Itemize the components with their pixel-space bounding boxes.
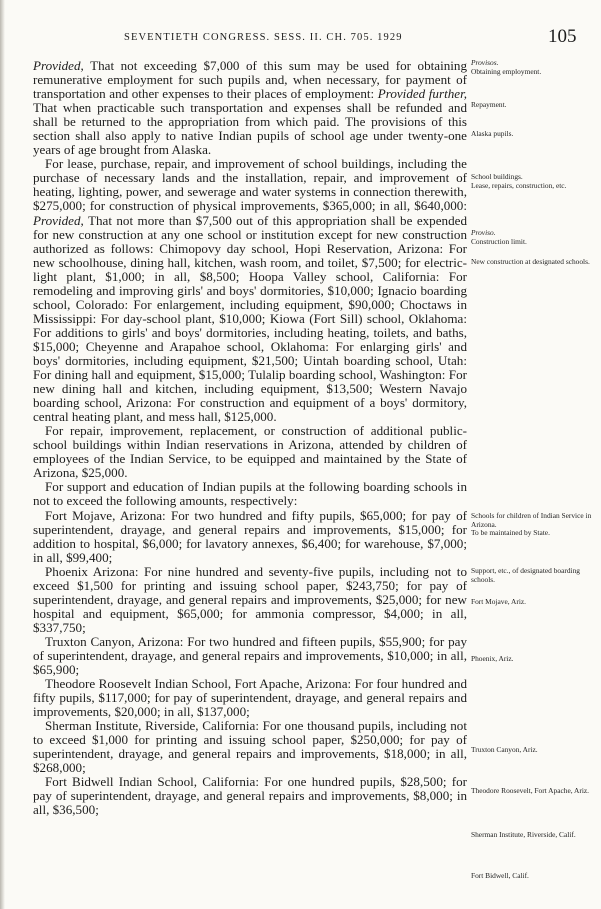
text-segment: Truxton Canyon, Arizona: For two hundred and fifteen pupils, $55,900; for pay of superintendent, drayage, and general repairs and improvements, $10,000; in all, $65,900; [33,633,467,678]
sidenote-phoenix [471,655,597,664]
italic-proviso-text: Provided, [33,212,84,228]
sidenote-line: To be maintained by State. [471,528,550,538]
paragraph-theodore-roosevelt [33,677,467,719]
paragraph-truxton-canyon [33,635,467,677]
text-segment: For lease, purchase, repair, and improvement of school buildings, including the purchase of necessary lands and the installation, repair, and improvement of heating, lighting, power, and sewerage and water systems in connection therewith, $275,000; for construction of physical improvements, $365,000; in all, $640,000: [33,156,467,214]
sidenote-truxton-canyon [471,746,597,755]
sidenote-sherman [471,831,597,840]
paragraph-phoenix [33,565,467,635]
sidenote-school-buildings [471,173,597,190]
text-segment: For repair, improvement, replacement, or construction of additional public-school buildings within Indian reservations in Arizona, attended by children of employees of the Indian Service, to be equipped and maintained by the State of Arizona, $25,000. [33,423,467,481]
text-segment: Fort Bidwell Indian School, California: For one hundred pupils, $28,500; for pay of superintendent, drayage, and general repairs and improvements, $8,000; in all, $36,500; [33,774,467,818]
text-segment: Fort Mojave, Arizona: For two hundred and fifty pupils, $65,000; for pay of superintendent, drayage, and general repairs and improvements, $15,000; for addition to hospital, $6,000; for lavatory annexes, $6,400; for warehouse, $7,000; in all, $99,400; [33,507,467,565]
running-header [0,26,601,50]
paragraph-arizona-public-schools [33,424,467,480]
sidenote-alaska-pupils [471,130,597,139]
sidenote-provisos [471,59,597,76]
paragraph-school-buildings [33,157,467,424]
sidenote-support [471,567,597,584]
sidenote-line: Obtaining employment. [471,66,542,76]
page-number: 105 [548,26,577,47]
sidenote-line: Lease, repairs, construction, etc. [471,180,567,190]
sidenote-fort-bidwell [471,872,597,881]
text-segment: Sherman Institute, Riverside, California: For one thousand pupils, including not to exceed $1,000 for printing and issuing school paper, $250,000; for pay of superintendent, drayage, and general repairs and improvements, $18,000; in all, $268,000; [33,718,467,776]
text-segment: For support and education of Indian pupils at the following boarding schools in not to exceed the following amounts, respectively: [33,479,467,509]
paragraph-fort-mojave [33,509,467,565]
sidenote-line: Fort Bidwell, Calif. [471,871,529,880]
sidenote-new-construction [471,258,597,267]
italic-proviso-text: Provided further, [377,86,467,102]
sidenote-line: Fort Mojave, Ariz. [471,597,527,606]
sidenote-line: Repayment. [471,100,507,109]
sidenote-line: Sherman Institute, Riverside, Calif. [471,830,576,839]
paragraph-sherman-institute [33,719,467,775]
sidenote-line: Phoenix, Ariz. [471,654,514,663]
sidenote-line: Provisos. [471,58,499,67]
text-segment: Theodore Roosevelt Indian School, Fort Apache, Arizona: For four hundred and fifty pupils, $117,000; for pay of superintendent, drayage, and general repairs and improvements, $20,000; in all, $137,000; [33,676,467,720]
text-segment: That not more than $7,500 out of this appropriation shall be expended for new construction at any one school or institution except for new construction authorized as follows: Chimopovy day school, Hopi Reservation, Arizona: For new schoolhouse, dining hall, kitchen, wash room, and toilet, $7,500; for electric-light plant, $1,000; in all, $8,500; Hoopa Valley school, California: For remodeling and improving girls' and boys' dormitories, $10,000; Ignacio boarding school, Colorado: For enlargement, including equipment, $90,000; Choctaws in Mississippi: For day-school plant, $10,000; Kiowa (Fort Sill) school, Oklahoma: For additions to girls' and boys' dormitories, including heating, toilets, and baths, $15,000; Cheyenne and Arapahoe school, Oklahoma: For enlarging girls' and boys' dormitories, including equipment, $21,500; Uintah boarding school, Utah: For dining hall and equipment, $15,000; Tulalip boarding school, Washington: For new dining hall and kitchen, including equipment, $13,500; Western Navajo boarding school, Arizona: For construction and equipment of a boys' dormitory, central heating plant, and mess hall, $125,000. [33,212,467,425]
sidenote-line: Truxton Canyon, Ariz. [471,745,538,754]
sidenote-repayment [471,101,597,110]
text-segment: That not exceeding $7,000 of this sum may be used for obtaining remunerative employment for such pupils and, when necessary, for payment of transportation and other expenses to their places of employment: [33,58,467,102]
sidenote-theodore-roosevelt [471,787,597,796]
sidenote-fort-mojave [471,598,597,607]
sidenote-line: New construction at designated schools. [471,257,590,266]
sidenote-line: Theodore Roosevelt, Fort Apache, Ariz. [471,786,590,795]
paragraph-boarding-schools-intro [33,480,467,508]
sidenote-construction-limit [471,229,597,246]
sidenote-line: Support, etc., of designated boarding schools. [471,566,580,584]
sidenote-line: School buildings. [471,172,523,181]
sidenote-line: Schools for children of Indian Service in Arizona. [471,511,592,529]
text-segment: That when practicable such transportation and expenses shall be refunded and shall be returned to the appropriation from which paid. The provisions of this section shall also apply to native Indian pupils of school age under twenty-one years of age brought from Alaska. [33,100,467,158]
text-segment: Phoenix Arizona: For nine hundred and seventy-five pupils, including not to exceed $1,500 for printing and issuing school paper, $243,750; for pay of superintendent, drayage, and general repairs and improvements, $25,000; for new hospital and equipment, $65,000; for ammonia compressor, $4,000; in all, $337,750; [33,563,467,635]
sidenote-line: Alaska pupils. [471,129,514,138]
sidenote-line: Proviso. [471,228,496,237]
italic-proviso-text: Provided, [33,58,84,73]
sidenote-line: Construction limit. [471,236,527,246]
header-title: SEVENTIETH CONGRESS. SESS. II. CH. 705. 1929 [124,32,403,43]
paragraph-fort-bidwell [33,775,467,817]
sidenote-arizona-schools [471,512,597,538]
page-edge-shadow [0,0,5,909]
statute-text [33,59,467,818]
paragraph-proviso-employment [33,59,467,157]
